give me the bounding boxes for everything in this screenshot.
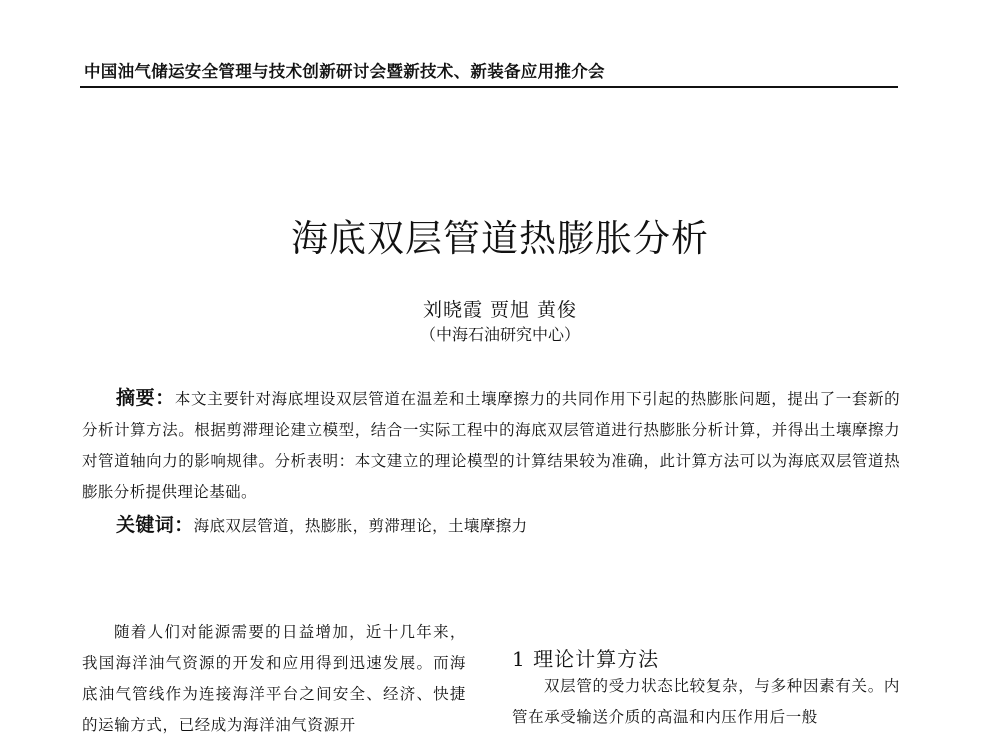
- keywords-label: 关键词：: [116, 514, 194, 536]
- intro-paragraph: 随着人们对能源需要的日益增加，近十几年来，我国海洋油气资源的开发和应用得到迅速发展。而海底油气管线作为连接海洋平台之间安全、经济、快捷的运输方式，已经成为海洋油气资源开: [82, 623, 466, 734]
- section-heading-1: 1 理论计算方法: [512, 647, 660, 671]
- abstract-text: 本文主要针对海底埋设双层管道在温差和土壤摩擦力的共同作用下引起的热膨胀问题，提出了一套新的分析计算方法。根据剪滞理论建立模型，结合一实际工程中的海底双层管道进行热膨胀分析计算，并得出土壤摩擦力对管道轴向力的影响规律。分析表明：本文建立的理论模型的计算结果较为准确，此计算方法可以为海底双层管道热膨胀分析提供理论基础。: [82, 390, 900, 501]
- keywords-line: [116, 510, 528, 537]
- author-affiliation: （中海石油研究中心）: [419, 325, 580, 344]
- section1-paragraph: 双层管的受力状态比较复杂，与多种因素有关。内管在承受输送介质的高温和内压作用后一般: [512, 677, 900, 726]
- abstract-paragraph: [82, 383, 900, 508]
- header-divider: [80, 86, 898, 88]
- keywords-text: 海底双层管道，热膨胀，剪滞理论，土壤摩擦力: [193, 517, 528, 535]
- running-header: 中国油气储运安全管理与技术创新研讨会暨新技术、新装备应用推介会: [84, 62, 605, 81]
- author-list: 刘晓霞 贾旭 黄俊: [422, 299, 578, 321]
- abstract-label: 摘要：: [116, 387, 175, 409]
- paper-title: 海底双层管道热膨胀分析: [291, 217, 709, 260]
